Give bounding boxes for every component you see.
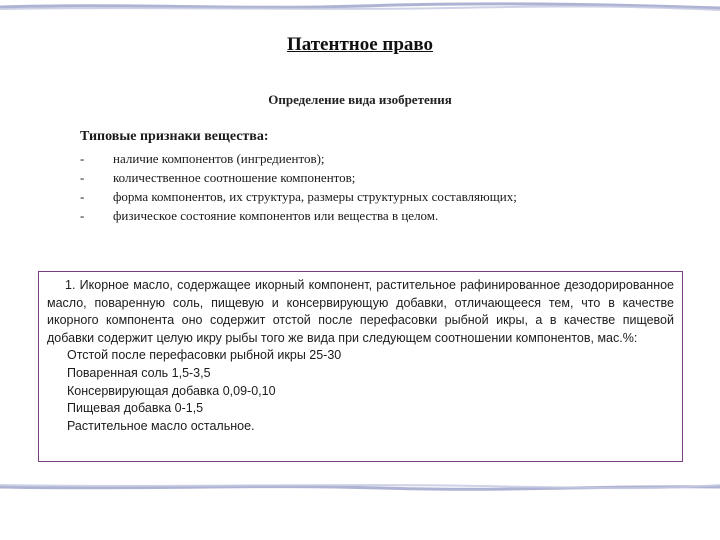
list-item <box>80 187 680 206</box>
component-item: Консервирующая добавка 0,09-0,10 <box>67 383 276 398</box>
features-section <box>80 128 680 225</box>
list-item <box>80 206 680 225</box>
component-item: Пищевая добавка 0-1,5 <box>67 401 204 416</box>
features-heading: Типовые признаки вещества: <box>80 129 269 144</box>
list-item <box>80 168 680 187</box>
page-title: Патентное право <box>286 34 434 55</box>
list-item-text: наличие компонентов (ингредиентов); <box>113 151 325 166</box>
component-item: Отстой после перефасовки рыбной икры 25-30 <box>67 348 342 363</box>
list-item-text: количественное соотношение компонентов; <box>113 170 356 185</box>
list-item-text: физическое состояние компонентов или вещества в целом. <box>113 208 439 223</box>
list-dash: - <box>80 189 85 204</box>
component-item: Поваренная соль 1,5-3,5 <box>67 365 211 380</box>
top-decorative-line <box>0 0 720 14</box>
list-dash: - <box>80 208 85 223</box>
list-item <box>80 149 680 168</box>
components-list <box>47 347 674 435</box>
list-dash: - <box>80 170 85 185</box>
bottom-decorative-line <box>0 480 720 494</box>
patent-claim-box <box>38 271 683 462</box>
list-dash: - <box>80 151 85 166</box>
claim-paragraph: 1. Икорное масло, содержащее икорный компонент, растительное рафинированное дезодорированное масло, поваренную соль, пищевую и консервирующую добавки, отличающееся тем, что в качестве икорного компонента оно содержит отстой после перефасовки рыбной икры, а в качестве пищевой добавки содержит целую икру рыбы того же вида при следующем соотношении компонентов, мас.%: <box>47 278 674 345</box>
claim-text <box>47 277 674 347</box>
page-subtitle: Определение вида изобретения <box>268 92 452 107</box>
list-item-text: форма компонентов, их структура, размеры структурных составляющих; <box>113 189 517 204</box>
component-item: Растительное масло остальное. <box>67 418 255 433</box>
